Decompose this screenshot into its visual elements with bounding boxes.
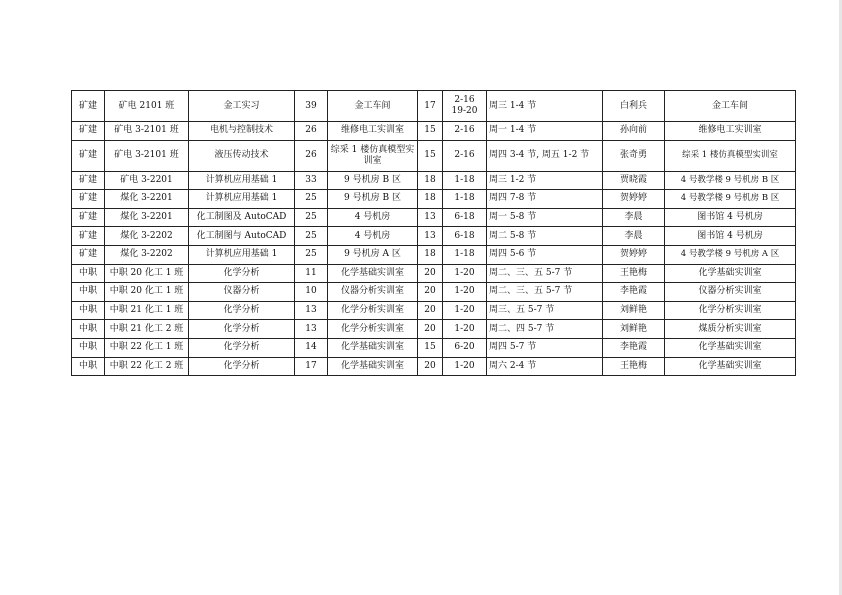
week-range: 1-20 <box>454 360 475 371</box>
week-range: 1-20 <box>454 305 475 316</box>
cell-location: 金工车间 <box>665 91 796 122</box>
week-range: 1-20 <box>454 286 475 297</box>
cell-training-room: 化学基础实训室 <box>328 338 418 357</box>
cell-training-room: 化学基础实训室 <box>328 264 418 283</box>
cell-student-count: 25 <box>295 190 328 209</box>
cell-class: 煤化 3-2201 <box>105 208 189 227</box>
cell-location: 图书馆 4 号机房 <box>665 227 796 246</box>
cell-course: 化工制图及 AutoCAD <box>189 208 295 227</box>
cell-training-room: 9 号机房 B 区 <box>328 171 418 190</box>
week-range: 6-18 <box>454 212 475 223</box>
cell-department: 中职 <box>72 320 105 339</box>
cell-location: 化学基础实训室 <box>665 357 796 376</box>
cell-teacher: 王艳梅 <box>603 357 665 376</box>
week-range: 1-20 <box>454 323 475 334</box>
cell-class: 中职 20 化工 1 班 <box>105 264 189 283</box>
cell-teacher: 李晨 <box>603 227 665 246</box>
cell-class: 矿电 3-2101 班 <box>105 122 189 141</box>
cell-weeks <box>443 301 487 320</box>
schedule-body <box>72 91 796 376</box>
cell-teacher: 白利兵 <box>603 91 665 122</box>
cell-location: 图书馆 4 号机房 <box>665 208 796 227</box>
cell-student-count: 13 <box>295 320 328 339</box>
cell-teacher: 贺婷婷 <box>603 245 665 264</box>
cell-location: 化学基础实训室 <box>665 338 796 357</box>
cell-department: 矿建 <box>72 171 105 190</box>
table-row <box>72 320 796 339</box>
cell-teacher: 贺婷婷 <box>603 190 665 209</box>
cell-department: 矿建 <box>72 122 105 141</box>
table-row <box>72 171 796 190</box>
table-row <box>72 245 796 264</box>
cell-class: 矿电 3-2101 班 <box>105 140 189 171</box>
table-row <box>72 264 796 283</box>
table-row <box>72 338 796 357</box>
cell-training-room: 9 号机房 B 区 <box>328 190 418 209</box>
cell-student-count: 25 <box>295 208 328 227</box>
cell-weeks <box>443 245 487 264</box>
cell-teacher: 刘鲜艳 <box>603 301 665 320</box>
cell-location: 综采 1 楼仿真模型实训室 <box>665 140 796 171</box>
cell-teacher: 张奇勇 <box>603 140 665 171</box>
cell-student-count: 14 <box>295 338 328 357</box>
cell-weeks <box>443 320 487 339</box>
cell-training-room: 9 号机房 A 区 <box>328 245 418 264</box>
cell-student-count: 11 <box>295 264 328 283</box>
cell-course: 电机与控制技术 <box>189 122 295 141</box>
cell-location: 4 号教学楼 9 号机房 B 区 <box>665 190 796 209</box>
cell-student-count: 26 <box>295 140 328 171</box>
cell-time: 周四 5-6 节 <box>487 245 603 264</box>
week-range: 6-18 <box>454 230 475 241</box>
cell-training-room: 化学分析实训室 <box>328 320 418 339</box>
cell-teacher: 刘鲜艳 <box>603 320 665 339</box>
cell-location: 煤质分析实训室 <box>665 320 796 339</box>
cell-time: 周六 2-4 节 <box>487 357 603 376</box>
cell-student-count: 10 <box>295 283 328 302</box>
cell-weeks <box>443 283 487 302</box>
cell-week-count: 13 <box>418 208 443 227</box>
cell-time: 周一 1-4 节 <box>487 122 603 141</box>
cell-week-count: 15 <box>418 122 443 141</box>
cell-time: 周二、四 5-7 节 <box>487 320 603 339</box>
table-row <box>72 283 796 302</box>
cell-student-count: 13 <box>295 301 328 320</box>
cell-location: 4 号教学楼 9 号机房 B 区 <box>665 171 796 190</box>
cell-course: 化学分析 <box>189 338 295 357</box>
cell-class: 煤化 3-2202 <box>105 245 189 264</box>
cell-time: 周二 5-8 节 <box>487 227 603 246</box>
cell-time: 周四 3-4 节, 周五 1-2 节 <box>487 140 603 171</box>
cell-department: 矿建 <box>72 208 105 227</box>
cell-location: 4 号教学楼 9 号机房 A 区 <box>665 245 796 264</box>
week-range: 6-20 <box>454 342 475 353</box>
cell-class: 中职 20 化工 1 班 <box>105 283 189 302</box>
cell-week-count: 13 <box>418 227 443 246</box>
cell-student-count: 25 <box>295 227 328 246</box>
cell-teacher: 李艳霞 <box>603 338 665 357</box>
table-row <box>72 227 796 246</box>
cell-training-room: 4 号机房 <box>328 227 418 246</box>
schedule-table <box>71 90 796 376</box>
cell-training-room: 综采 1 楼仿真模型实训室 <box>328 140 418 171</box>
cell-location: 维修电工实训室 <box>665 122 796 141</box>
table-row <box>72 122 796 141</box>
cell-department: 中职 <box>72 264 105 283</box>
week-range: 2-16 <box>454 95 475 105</box>
cell-time: 周三、五 5-7 节 <box>487 301 603 320</box>
cell-weeks <box>443 122 487 141</box>
cell-weeks <box>443 140 487 171</box>
cell-time: 周二、三、五 5-7 节 <box>487 264 603 283</box>
table-row <box>72 301 796 320</box>
cell-class: 中职 21 化工 2 班 <box>105 320 189 339</box>
cell-course: 化学分析 <box>189 320 295 339</box>
cell-week-count: 15 <box>418 338 443 357</box>
cell-department: 中职 <box>72 283 105 302</box>
cell-student-count: 33 <box>295 171 328 190</box>
cell-class: 中职 21 化工 1 班 <box>105 301 189 320</box>
cell-student-count: 39 <box>295 91 328 122</box>
cell-weeks <box>443 171 487 190</box>
cell-course: 计算机应用基础 1 <box>189 171 295 190</box>
cell-class: 矿电 2101 班 <box>105 91 189 122</box>
cell-week-count: 20 <box>418 283 443 302</box>
cell-class: 矿电 3-2201 <box>105 171 189 190</box>
cell-class: 煤化 3-2202 <box>105 227 189 246</box>
cell-course: 计算机应用基础 1 <box>189 245 295 264</box>
cell-time: 周一 5-8 节 <box>487 208 603 227</box>
cell-course: 金工实习 <box>189 91 295 122</box>
table-row <box>72 91 796 122</box>
table-row <box>72 357 796 376</box>
cell-class: 中职 22 化工 2 班 <box>105 357 189 376</box>
week-range: 2-16 <box>454 125 475 136</box>
cell-training-room: 化学分析实训室 <box>328 301 418 320</box>
cell-week-count: 18 <box>418 245 443 264</box>
cell-week-count: 15 <box>418 140 443 171</box>
table-row <box>72 208 796 227</box>
cell-location: 化学基础实训室 <box>665 264 796 283</box>
cell-department: 中职 <box>72 338 105 357</box>
cell-week-count: 20 <box>418 357 443 376</box>
cell-department: 矿建 <box>72 190 105 209</box>
cell-course: 计算机应用基础 1 <box>189 190 295 209</box>
cell-teacher: 孙向前 <box>603 122 665 141</box>
cell-teacher: 贾晓霞 <box>603 171 665 190</box>
cell-training-room: 维修电工实训室 <box>328 122 418 141</box>
cell-course: 仪器分析 <box>189 283 295 302</box>
table-row <box>72 190 796 209</box>
cell-course: 化学分析 <box>189 357 295 376</box>
cell-training-room: 金工车间 <box>328 91 418 122</box>
cell-weeks <box>443 338 487 357</box>
cell-course: 液压传动技术 <box>189 140 295 171</box>
cell-training-room: 仪器分析实训室 <box>328 283 418 302</box>
cell-week-count: 20 <box>418 320 443 339</box>
week-range: 2-16 <box>454 150 475 161</box>
cell-training-room: 化学基础实训室 <box>328 357 418 376</box>
cell-time: 周三 1-4 节 <box>487 91 603 122</box>
cell-course: 化学分析 <box>189 264 295 283</box>
cell-weeks <box>443 208 487 227</box>
cell-student-count: 26 <box>295 122 328 141</box>
cell-location: 仪器分析实训室 <box>665 283 796 302</box>
week-range: 19-20 <box>451 106 478 116</box>
cell-class: 煤化 3-2201 <box>105 190 189 209</box>
cell-week-count: 18 <box>418 190 443 209</box>
cell-course: 化学分析 <box>189 301 295 320</box>
cell-weeks <box>443 91 487 122</box>
table-row <box>72 140 796 171</box>
cell-student-count: 17 <box>295 357 328 376</box>
week-range: 1-18 <box>454 249 475 260</box>
cell-student-count: 25 <box>295 245 328 264</box>
cell-weeks <box>443 264 487 283</box>
cell-teacher: 李晨 <box>603 208 665 227</box>
cell-weeks <box>443 227 487 246</box>
cell-week-count: 20 <box>418 264 443 283</box>
cell-department: 中职 <box>72 357 105 376</box>
week-range: 1-20 <box>454 267 475 278</box>
cell-week-count: 18 <box>418 171 443 190</box>
cell-week-count: 17 <box>418 91 443 122</box>
cell-department: 中职 <box>72 301 105 320</box>
cell-course: 化工制图与 AutoCAD <box>189 227 295 246</box>
week-range: 1-18 <box>454 174 475 185</box>
cell-training-room: 4 号机房 <box>328 208 418 227</box>
cell-time: 周三 1-2 节 <box>487 171 603 190</box>
cell-time: 周四 7-8 节 <box>487 190 603 209</box>
cell-teacher: 王艳梅 <box>603 264 665 283</box>
cell-department: 矿建 <box>72 91 105 122</box>
cell-weeks <box>443 190 487 209</box>
cell-week-count: 20 <box>418 301 443 320</box>
cell-department: 矿建 <box>72 245 105 264</box>
cell-department: 矿建 <box>72 227 105 246</box>
cell-teacher: 李艳霞 <box>603 283 665 302</box>
cell-weeks <box>443 357 487 376</box>
cell-time: 周四 5-7 节 <box>487 338 603 357</box>
cell-class: 中职 22 化工 1 班 <box>105 338 189 357</box>
week-range: 1-18 <box>454 193 475 204</box>
cell-department: 矿建 <box>72 140 105 171</box>
cell-time: 周二、三、五 5-7 节 <box>487 283 603 302</box>
cell-location: 化学分析实训室 <box>665 301 796 320</box>
